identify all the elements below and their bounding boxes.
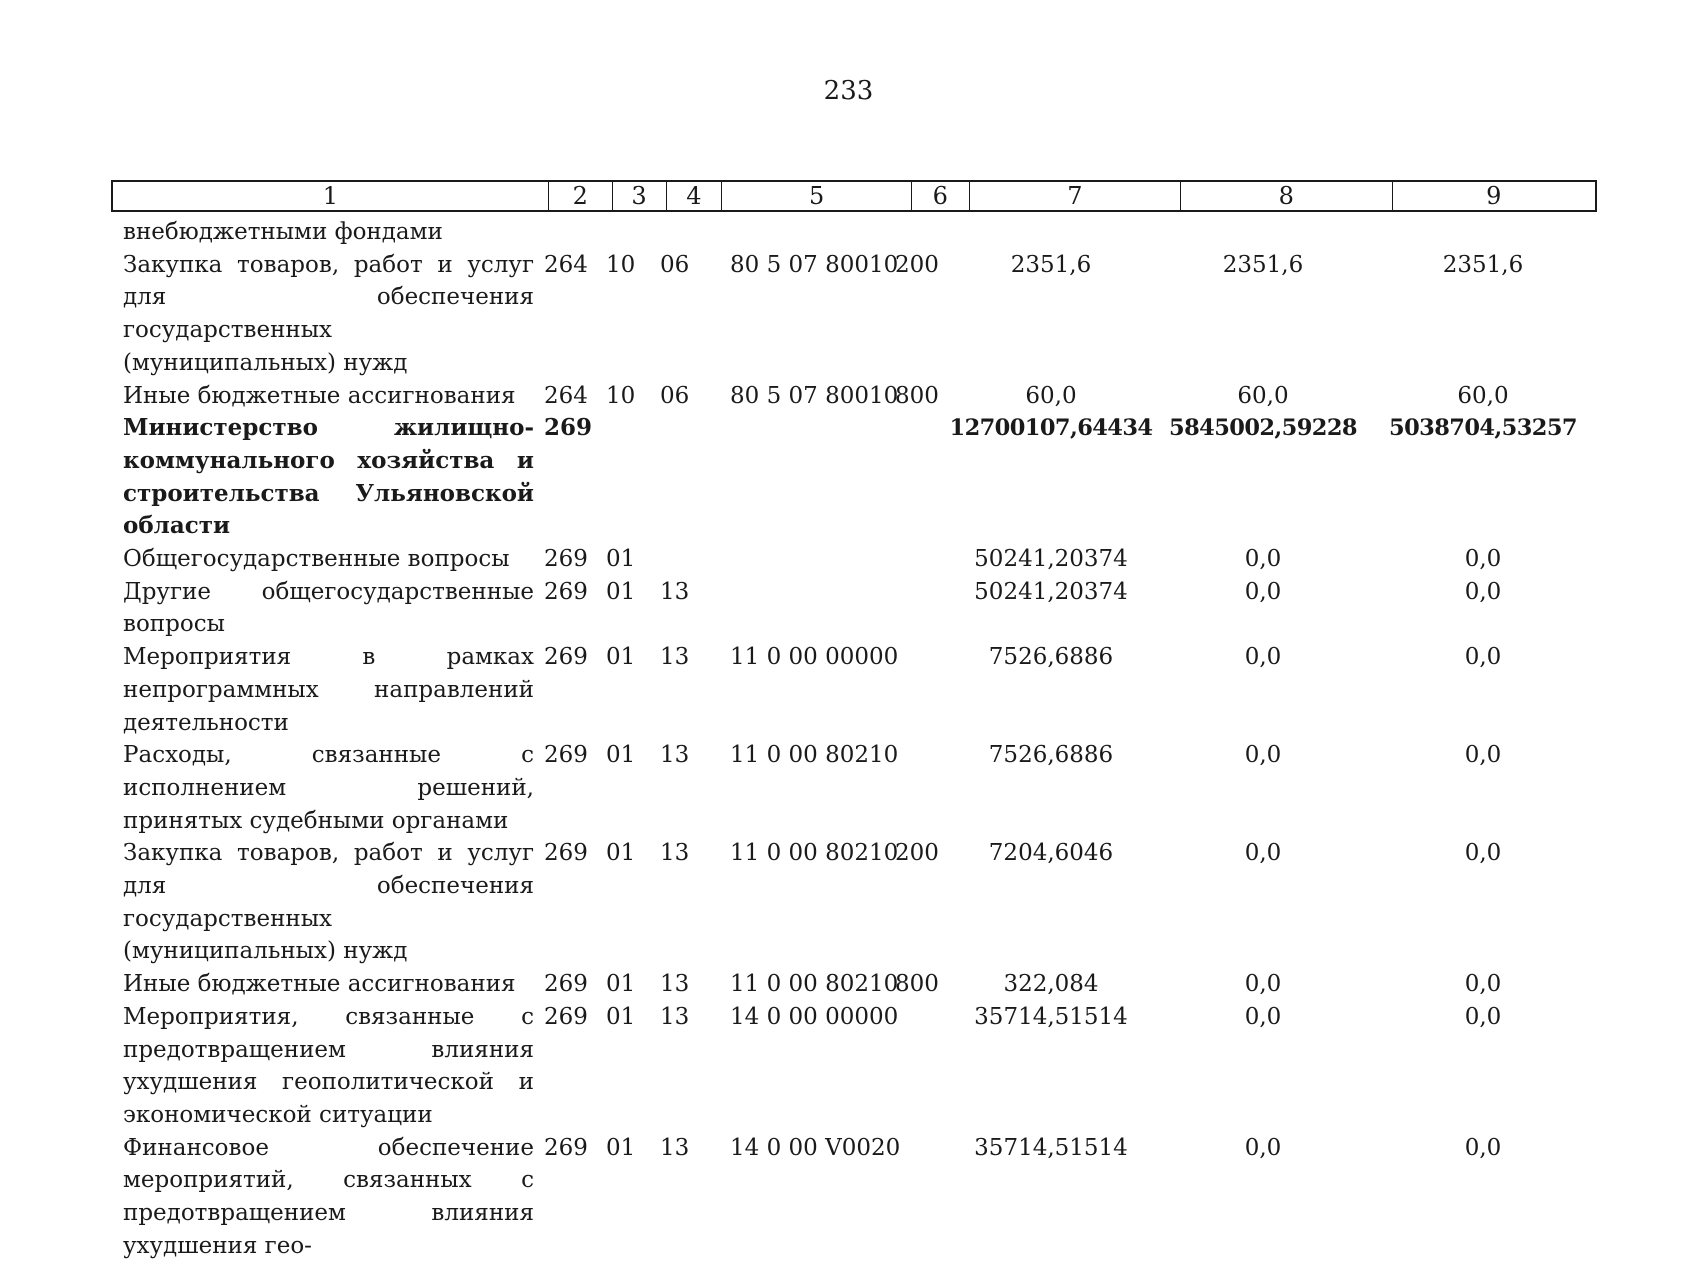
table-row [123, 216, 1597, 249]
target-article-code [716, 412, 891, 543]
section-code [606, 412, 660, 543]
target-article-code: 11 0 00 80210 [730, 742, 899, 769]
target-article-code [716, 216, 891, 249]
target-article-code: 80 5 07 80010 [730, 251, 899, 278]
subsection-code: 13 [660, 742, 690, 769]
amount-col-8: 60,0 [1237, 382, 1289, 409]
column-header-5: 5 [722, 182, 911, 210]
target-article-code [716, 576, 891, 641]
section-code: 01 [606, 971, 636, 998]
row-name: Закупка товаров, работ и услуг для обеспечения государственных (муниципальных) нужд [123, 840, 534, 965]
amount-col-9: 0,0 [1464, 742, 1502, 769]
column-header-8: 8 [1181, 182, 1392, 210]
target-article-code [716, 543, 891, 576]
subsection-code: 13 [660, 578, 690, 605]
subsection-code: 13 [660, 1134, 690, 1161]
amount-col-8: 0,0 [1244, 644, 1282, 671]
target-article-code: 11 0 00 00000 [730, 644, 899, 671]
column-header-2: 2 [549, 182, 613, 210]
section-code [606, 216, 660, 249]
expense-type-code: 200 [895, 251, 939, 278]
ministry-code: 269 [544, 546, 588, 573]
amount-col-9: 0,0 [1464, 1134, 1502, 1161]
target-article-code: 11 0 00 80210 [730, 971, 899, 998]
target-article-code: 14 0 00 V0020 [730, 1134, 901, 1161]
amount-col-7: 35714,51514 [974, 1003, 1128, 1030]
section-code: 01 [606, 1003, 636, 1030]
amount-col-9: 5038704,53257 [1389, 415, 1577, 442]
ministry-code: 269 [544, 971, 588, 998]
ministry-code: 269 [544, 840, 588, 867]
subsection-code: 13 [660, 971, 690, 998]
subsection-code: 13 [660, 840, 690, 867]
amount-col-7: 322,084 [1003, 971, 1099, 998]
amount-col-7: 7526,6886 [988, 644, 1114, 671]
amount-col-8: 0,0 [1244, 1003, 1282, 1030]
amount-col-9: 0,0 [1464, 644, 1502, 671]
subsection-code: 13 [660, 644, 690, 671]
table-row [123, 1001, 1597, 1132]
amount-col-7: 7526,6886 [988, 742, 1114, 769]
section-code: 01 [606, 1134, 636, 1161]
section-code: 01 [606, 742, 636, 769]
ministry-code: 269 [544, 1003, 588, 1030]
row-name: Общегосударственные вопросы [123, 546, 510, 573]
table-row-ministry-total [123, 412, 1597, 543]
subsection-code [660, 543, 716, 576]
section-code: 01 [606, 644, 636, 671]
expense-type-code: 800 [895, 382, 939, 409]
row-name: Другие общегосударственные вопросы [123, 578, 534, 638]
expense-type-code [891, 576, 945, 641]
ministry-code: 269 [544, 644, 588, 671]
expense-type-code [891, 412, 945, 543]
expense-type-code [891, 543, 945, 576]
table-row [123, 1132, 1597, 1263]
table-row [123, 380, 1597, 413]
table-row [123, 576, 1597, 641]
table-row [123, 641, 1597, 739]
amount-col-9: 0,0 [1464, 971, 1502, 998]
amount-col-9: 2351,6 [1442, 251, 1524, 278]
row-name: внебюджетными фондами [123, 219, 443, 245]
row-name: Министерство жилищно-коммунального хозяйства и строительства Ульяновской области [123, 414, 534, 540]
ministry-code: 269 [544, 742, 588, 769]
amount-col-9: 0,0 [1464, 840, 1502, 867]
target-article-code: 80 5 07 80010 [730, 382, 899, 409]
expense-type-code [891, 739, 945, 837]
amount-col-8: 0,0 [1244, 971, 1282, 998]
amount-col-8: 0,0 [1244, 546, 1282, 573]
amount-col-7: 50241,20374 [974, 546, 1128, 573]
section-code: 01 [606, 546, 636, 573]
column-header-9: 9 [1486, 182, 1502, 210]
amount-col-8: 0,0 [1244, 840, 1282, 867]
table-row [123, 543, 1597, 576]
column-header-7: 7 [970, 182, 1181, 210]
table-row [123, 968, 1597, 1001]
amount-col-7 [945, 216, 1157, 249]
expense-type-code: 800 [895, 971, 939, 998]
amount-col-9 [1369, 216, 1597, 249]
section-code: 01 [606, 840, 636, 867]
budget-table-body [123, 216, 1597, 1263]
column-number-header [111, 180, 1597, 212]
amount-col-7: 12700107,64434 [949, 415, 1153, 442]
section-code: 01 [606, 578, 636, 605]
ministry-code: 264 [544, 382, 588, 409]
amount-col-7: 35714,51514 [974, 1134, 1128, 1161]
subsection-code [660, 216, 716, 249]
ministry-code: 269 [544, 414, 593, 442]
table-row [123, 249, 1597, 380]
subsection-code: 06 [660, 382, 690, 409]
target-article-code: 14 0 00 00000 [730, 1003, 899, 1030]
section-code: 10 [606, 382, 636, 409]
row-name: Мероприятия, связанные с предотвращением влияния ухудшения геополитической и экономической ситуации [123, 1003, 534, 1128]
amount-col-8: 0,0 [1244, 742, 1282, 769]
amount-col-8: 5845002,59228 [1169, 415, 1357, 442]
subsection-code: 13 [660, 1003, 690, 1030]
ministry-code: 264 [544, 251, 588, 278]
row-name: Закупка товаров, работ и услуг для обеспечения государственных (муниципальных) нужд [123, 251, 534, 376]
target-article-code: 11 0 00 80210 [730, 840, 899, 867]
amount-col-7: 2351,6 [1010, 251, 1092, 278]
row-name: Финансовое обеспечение мероприятий, связанных с предотвращением влияния ухудшения гео- [123, 1134, 534, 1259]
subsection-code [660, 412, 716, 543]
column-header-6: 6 [912, 182, 970, 210]
amount-col-9: 0,0 [1464, 578, 1502, 605]
page-number: 233 [823, 76, 874, 106]
column-header-4: 4 [667, 182, 723, 210]
expense-type-code [891, 641, 945, 739]
column-header-3: 3 [613, 182, 667, 210]
table-row [123, 739, 1597, 837]
amount-col-7: 7204,6046 [988, 840, 1114, 867]
column-header-1: 1 [113, 182, 549, 210]
amount-col-8: 0,0 [1244, 578, 1282, 605]
subsection-code: 06 [660, 251, 690, 278]
expense-type-code [891, 1001, 945, 1132]
amount-col-8: 0,0 [1244, 1134, 1282, 1161]
ministry-code [542, 216, 606, 249]
row-name: Иные бюджетные ассигнования [123, 382, 516, 409]
amount-col-9: 0,0 [1464, 546, 1502, 573]
row-name: Мероприятия в рамках непрограммных направлений деятельности [123, 644, 534, 736]
ministry-code: 269 [544, 1134, 588, 1161]
expense-type-code [891, 1132, 945, 1263]
amount-col-7: 50241,20374 [974, 578, 1128, 605]
section-code: 10 [606, 251, 636, 278]
amount-col-7: 60,0 [1025, 382, 1077, 409]
ministry-code: 269 [544, 578, 588, 605]
expense-type-code [891, 216, 945, 249]
amount-col-8 [1157, 216, 1369, 249]
row-name: Расходы, связанные с исполнением решений, принятых судебными органами [123, 742, 534, 834]
amount-col-9: 60,0 [1457, 382, 1509, 409]
amount-col-9: 0,0 [1464, 1003, 1502, 1030]
amount-col-8: 2351,6 [1222, 251, 1304, 278]
table-row [123, 837, 1597, 968]
row-name: Иные бюджетные ассигнования [123, 971, 516, 998]
expense-type-code: 200 [895, 840, 939, 867]
